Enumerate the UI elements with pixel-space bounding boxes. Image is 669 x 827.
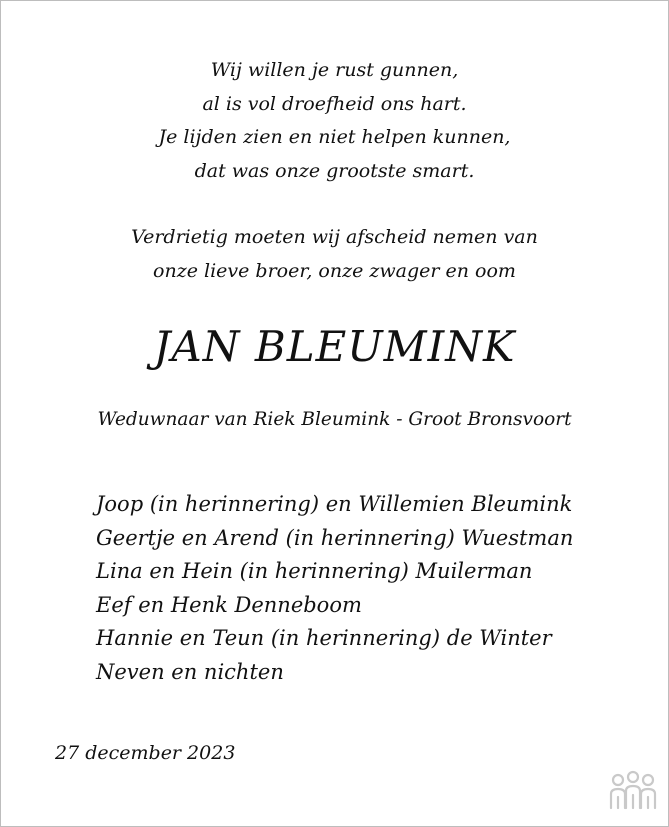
family-member: Lina en Hein (in herinnering) Muilerman (96, 559, 533, 583)
family-list (96, 488, 573, 689)
poem-line: onze lieve broer, onze zwager en oom (153, 259, 516, 282)
people-group-icon (608, 770, 658, 812)
deceased-name: JAN BLEUMINK (153, 322, 516, 371)
family-member: Joop (in herinnering) en Willemien Bleumink (96, 492, 573, 516)
poem-line: Verdrietig moeten wij afscheid nemen van (131, 226, 538, 248)
poem-line: Je lijden zien en niet helpen kunnen, (158, 126, 511, 148)
announcement-date: 27 december 2023 (55, 742, 236, 764)
family-member: Geertje en Arend (in herinnering) Wuestman (96, 525, 574, 550)
poem-stanza-2 (0, 221, 669, 288)
poem-line: al is vol droefheid ons hart. (202, 92, 467, 115)
widower-line: Weduwnaar van Riek Bleumink - Groot Bronsvoort (97, 409, 572, 430)
family-member: Eef en Henk Denneboom (96, 592, 362, 617)
poem-line: dat was onze grootste smart. (194, 159, 475, 182)
family-member: Neven en nichten (96, 659, 284, 684)
poem-line: Wij willen je rust gunnen, (210, 59, 459, 81)
family-member: Hannie en Teun (in herinnering) de Winter (96, 626, 552, 650)
poem-stanza-1 (0, 54, 669, 188)
